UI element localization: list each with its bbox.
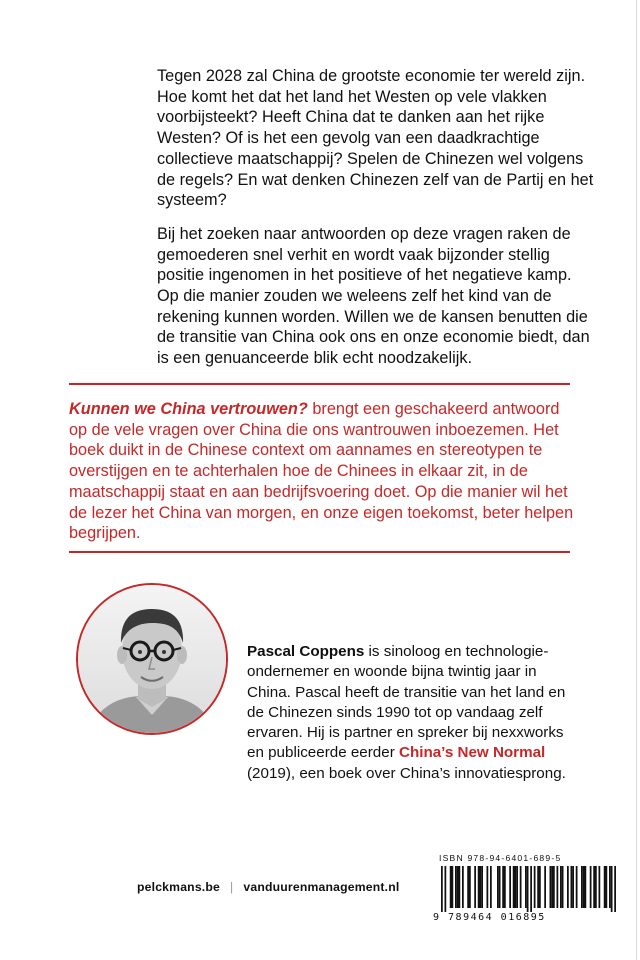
barcode-bar: [585, 866, 587, 908]
barcode-bar: [604, 866, 606, 908]
barcode-bar: [450, 866, 452, 908]
barcode-bar: [551, 866, 553, 908]
barcode-bar: [478, 866, 480, 908]
intro-paragraph: Bij het zoeken naar antwoorden op deze vragen raken de gemoederen snel verhit en wordt vaak bijzonder stellig positie ingenomen in het positieve of het negatieve kamp. Op die manier zouden we weleens zelf het kind van de rekening kunnen worden. Willen we de kansen benutten die de transitie van China ook ons en onze economie biedt, dan is een genuanceerde blik echt noodzakelijk.: [157, 224, 590, 368]
barcode-bar: [606, 866, 608, 908]
barcode-bar: [593, 866, 595, 908]
barcode-bar: [553, 866, 555, 908]
ean-digits: 9 789464 016895: [433, 912, 546, 923]
barcode-bar: [527, 866, 529, 912]
barcode-bar: [562, 866, 564, 908]
barcode-bar: [571, 866, 573, 908]
spine-edge: [636, 0, 637, 960]
barcode-bar: [572, 866, 574, 908]
barcode-bar: [480, 866, 482, 908]
barcode-bar: [490, 866, 492, 908]
bio-text: is sinoloog en technologie-ondernemer en woonde bijna twintig jaar in China. Pascal heeft de transitie van het land en de Chinezen sinds 1990 tot op vandaag zelf ervaren. Hij is partner en spreker bij nexxworks en publiceerde eerder: [247, 643, 566, 762]
barcode-bar: [576, 866, 578, 908]
barcode-bar: [487, 866, 489, 908]
barcode-bar: [581, 866, 583, 908]
barcode-bar: [539, 866, 541, 908]
bio-text: (2019), een boek over China’s innovatiesprong.: [247, 764, 566, 782]
barcode-bar: [513, 866, 515, 908]
publisher-url: pelckmans.be: [137, 880, 221, 894]
barcode-bar: [614, 866, 616, 912]
pitch-text: brengt een geschakeerd antwoord op de vele vragen over China die ons wantrouwen inboezemen. Het boek duikt in de Chinese context om aannames en stereotypen te overstijgen en te achterhalen hoe de Chinees in elkaar zit, in de maatschappij staat en aan bedrijfsvoering doet. Op die manier wil het de lezer het China van morgen, en onze eigen toekomst, beter helpen begrijpen.: [69, 400, 574, 543]
barcode-bar: [462, 866, 464, 908]
barcode-bar: [583, 866, 585, 908]
barcode-bar: [595, 866, 597, 908]
author-photo: [76, 583, 228, 735]
book-title: Kunnen we China vertrouwen?: [69, 400, 308, 418]
barcode-bar: [481, 866, 483, 908]
intro-paragraph: Tegen 2028 zal China de grootste economie ter wereld zijn. Hoe komt het dat het land het Westen op vele vlakken voorbijsteekt? Heeft China dat te danken aan het rijke Westen? Of is het een gevolg van een daadkrachtige collectieve maatschappij? Spelen de Chinezen wel volgens de regels? En wat denken Chinezen zelf van de Partij en het systeem?: [157, 67, 594, 210]
barcode-bar: [567, 866, 569, 908]
previous-book-title: China’s New Normal: [398, 744, 546, 762]
barcode-bar: [599, 866, 601, 908]
barcode-bar: [499, 866, 501, 908]
partner-url: vanduurenmanagement.nl: [243, 880, 400, 894]
barcode-bar: [557, 866, 559, 908]
barcode-bar: [469, 866, 471, 908]
barcode-bar: [452, 866, 454, 908]
barcode-bar: [525, 866, 527, 908]
intro-text: [157, 66, 597, 369]
footer-links: [137, 880, 400, 894]
barcode-bar: [441, 866, 443, 912]
barcode-bar: [550, 866, 552, 908]
barcode-bar: [467, 866, 469, 908]
barcode-bar: [544, 866, 546, 908]
barcode-bar: [474, 866, 476, 908]
barcode-bar: [509, 866, 511, 908]
barcode-bar: [516, 866, 518, 908]
barcode-bar: [497, 866, 499, 908]
barcode-bars: [433, 866, 620, 912]
barcode-bar: [455, 866, 457, 908]
barcode-bar: [457, 866, 459, 908]
barcode-bar: [560, 866, 562, 908]
barcode-bar: [534, 866, 536, 908]
barcode-bar: [445, 866, 447, 912]
barcode-bar: [459, 866, 461, 908]
barcode-bar: [530, 866, 532, 912]
isbn-label: ISBN 978-94-6401-689-5: [439, 853, 562, 863]
barcode-bar: [515, 866, 517, 908]
book-pitch: [69, 399, 579, 544]
barcode-bar: [537, 866, 539, 908]
footer-separator: |: [230, 880, 234, 894]
barcode-bar: [609, 866, 611, 908]
divider-bottom: [69, 551, 570, 553]
barcode-bar: [520, 866, 522, 908]
barcode-bar: [590, 866, 592, 908]
divider-top: [69, 383, 570, 385]
author-bio: [247, 642, 577, 784]
author-name: Pascal Coppens: [247, 643, 365, 660]
barcode-bar: [504, 866, 506, 908]
barcode-bar: [611, 866, 613, 912]
barcode-bar: [502, 866, 504, 908]
isbn-barcode: [433, 853, 620, 924]
